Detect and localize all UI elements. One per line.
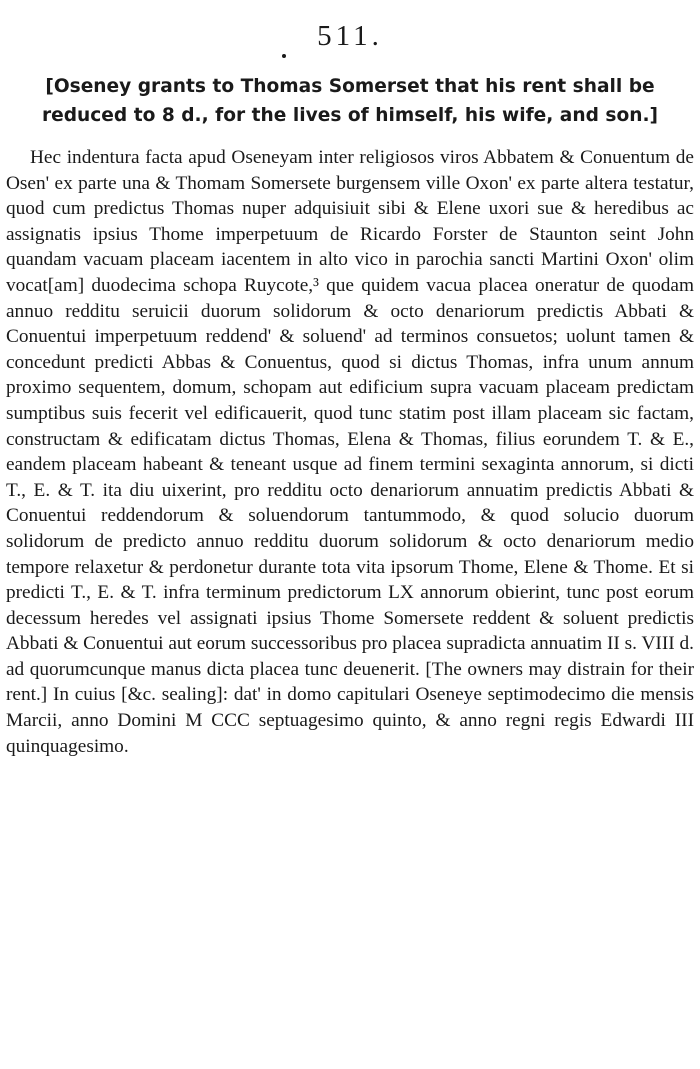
entry-body-text: Hec indentura facta apud Oseneyam inter religiosos viros Abbatem & Conuentum de Osen' ex parte una & Thomam Somersete burgensem ville Oxon' ex parte altera testatur, quod cum predictus Thomas nuper adquisiuit sibi & Elene uxori sue & heredibus ac assignatis ipsius Thome imperpetuum de Ricardo Forster de Staunton seint John quandam vacuam placeam iacentem in alto vico in parochia sancti Martini Oxon' olim vocat[am] duodecima schopa Ruycote,³ que quidem vacua placea oneratur de quodam annuo redditu seruicii duorum solidorum & octo denariorum predictis Abbati & Conuentui imperpetuum reddend' & soluend' ad terminos consuetos; uolunt tamen & concedunt predicti Abbas & Conuentus, quod si dictus Thomas, infra unum annum proximo sequentem, domum, schopam aut edificium supra vacuam placeam predictam sumptibus suis fecerit vel edificauerit, quod tunc statim post illam placeam sic factam, constructam & edificatam dictus Thomas, Elena & Thomas, filius eorundem T. & E., eandem placeam habeant & teneant usque ad finem termini sexaginta annorum, si dicti T., E. & T. ita diu uixerint, pro redditu octo denariorum annuatim predictis Abbati & Conuentui reddendorum & soluendorum tantummodo, & quod solucio duorum solidorum de predicto annuo redditu duorum solidorum & octo denariorum medio tempore relaxetur & perdonetur durante tota vita ipsorum Thome, Elene & Thome. Et si predicti T., E. & T. infra terminum predictorum LX annorum obierint, tunc post eorum decessum heredes vel assignati ipsius Thome Somersete reddent & soluent predictis Abbati & Conuentui aut eorum successoribus pro placea supradicta annuatim II s. VIII d. ad quorumcunque manus dicta placea tunc deuenerit. [The owners may distrain for their rent.] In cuius [&c. sealing]: dat' in domo capitulari Oseneye septimodecimo die mensis Marcii, anno Domini M CCC septuagesimo quinto, & anno regni regis Edwardi III quinquagesimo.	[6, 147, 694, 757]
page-number-text: 511.	[317, 20, 383, 52]
page-number	[0, 20, 700, 53]
stray-dot-mark	[282, 54, 286, 58]
entry-heading: [Oseney grants to Thomas Somerset that his rent shall be reduced to 8 d., for the lives of himself, his wife, and son.]	[41, 76, 659, 126]
